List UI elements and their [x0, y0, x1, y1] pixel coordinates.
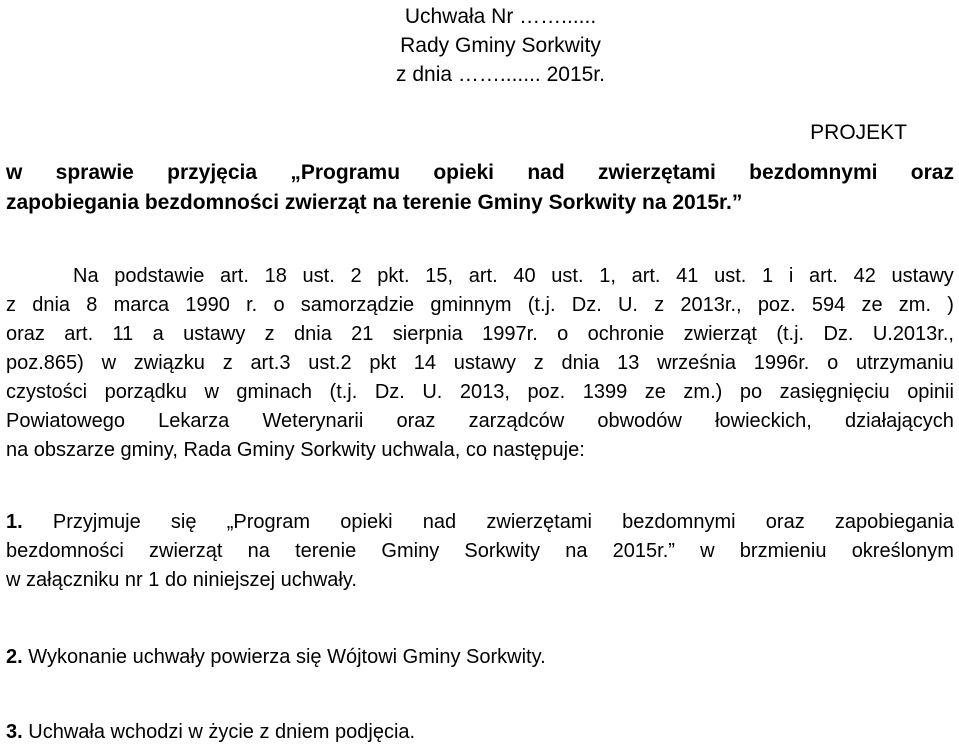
word: Dz. — [823, 323, 854, 345]
word: dnia — [32, 294, 71, 316]
paragraph-1-line-2 — [6, 537, 954, 566]
word: art. — [468, 265, 498, 287]
word: ust. — [714, 265, 747, 287]
word: Lekarza — [158, 410, 230, 432]
word: poz. — [757, 294, 796, 316]
word: działających — [844, 410, 954, 432]
word: art. — [220, 265, 249, 287]
word: poz.865) — [6, 352, 84, 374]
word: zwierząt — [683, 323, 757, 345]
word: zwierzętami — [486, 511, 592, 533]
word: terenie — [295, 540, 357, 562]
word: ochronie — [587, 323, 665, 345]
word: ze — [644, 381, 666, 403]
word: art.3 — [250, 352, 291, 374]
paragraph-number: 1. — [6, 511, 23, 533]
word: 1990 — [185, 294, 230, 316]
preamble-line — [6, 407, 954, 436]
preamble-last-line: na obszarze gminy, Rada Gminy Sorkwity uchwala, co następuje: — [6, 439, 585, 461]
word: poz. — [527, 381, 566, 403]
word: U. — [422, 381, 443, 403]
preamble — [6, 262, 954, 465]
word: ustawy — [453, 352, 517, 374]
word: opinii — [907, 381, 954, 403]
word: oraz — [396, 410, 436, 432]
word: na — [247, 540, 270, 562]
word: bezdomności — [6, 540, 124, 562]
word: ust. — [302, 265, 335, 287]
word: utrzymaniu — [855, 352, 954, 374]
word: na — [565, 540, 588, 562]
word: 11 — [112, 323, 134, 345]
word: brzmieniu — [739, 540, 827, 562]
word: ustawy — [891, 265, 954, 287]
word: pkt. — [377, 265, 410, 287]
word: o — [273, 294, 285, 316]
word: art. — [64, 323, 94, 345]
word: gminach — [236, 381, 313, 403]
word: września — [657, 352, 736, 374]
draft-label: PROJEKT — [810, 121, 907, 144]
word: „Program — [226, 511, 311, 533]
word: z — [264, 323, 275, 345]
word: ust. — [551, 265, 584, 287]
word: ze — [861, 294, 883, 316]
word: związku — [133, 352, 205, 374]
paragraph-1-line-3: w załączniku nr 1 do niniejszej uchwały. — [6, 569, 357, 591]
word: samorządzie — [300, 294, 415, 316]
word: U. — [617, 294, 638, 316]
word: z — [654, 294, 665, 316]
preamble-line — [6, 291, 954, 320]
word: marca — [113, 294, 170, 316]
paragraph-number: 3. — [6, 721, 23, 743]
word: o — [557, 323, 569, 345]
word: dnia — [294, 323, 332, 345]
preamble-line — [6, 262, 954, 291]
word: po — [739, 381, 763, 403]
word: 2013r., — [680, 294, 742, 316]
word: określonym — [851, 540, 954, 562]
word: 2015r.” — [612, 540, 675, 562]
word: ustawy — [183, 323, 246, 345]
word: 1 — [762, 265, 774, 287]
word: zm.) — [683, 381, 723, 403]
word: się — [170, 511, 197, 533]
word: podstawie — [114, 265, 205, 287]
word: 40 — [513, 265, 536, 287]
word: porządku — [104, 381, 187, 403]
word: (t.j. — [776, 323, 805, 345]
word: z — [6, 294, 16, 316]
word: łowieckich, — [715, 410, 812, 432]
word: Sorkwity — [464, 540, 540, 562]
paragraph-1-line-1 — [6, 508, 954, 537]
word: 1997r. — [482, 323, 538, 345]
word: ) — [947, 294, 954, 316]
word: 41 — [676, 265, 699, 287]
word: w — [6, 161, 23, 184]
word: bezdomnymi — [749, 161, 878, 184]
word: zwierząt — [149, 540, 223, 562]
word: 15, — [425, 265, 454, 287]
word: Na — [73, 265, 99, 287]
word: przyjęcia — [167, 161, 258, 184]
word: 1, — [599, 265, 616, 287]
paragraph-1 — [6, 508, 954, 595]
word: a — [152, 323, 164, 345]
word: z — [222, 352, 233, 374]
word: bezdomnymi — [622, 511, 736, 533]
word: w — [700, 540, 715, 562]
word: Gminy — [381, 540, 440, 562]
word: 594 — [811, 294, 846, 316]
subject-line-2: zapobiegania bezdomności zwierząt na terenie Gminy Sorkwity na 2015r.” — [6, 191, 743, 214]
word: nad — [527, 161, 565, 184]
word: Przyjmuje — [52, 511, 141, 533]
council-name: Rady Gminy Sorkwity — [400, 34, 601, 57]
resolution-subject — [6, 158, 954, 218]
word: czystości — [6, 381, 88, 403]
word: zarządców — [468, 410, 565, 432]
subject-line-1 — [6, 158, 954, 188]
word: 21 — [351, 323, 374, 345]
word: z — [533, 352, 544, 374]
resolution-number: Uchwała Nr ……...... — [404, 5, 597, 28]
word: 14 — [413, 352, 437, 374]
word: oraz — [910, 161, 954, 184]
word: opieki — [340, 511, 393, 533]
word: 2 — [350, 265, 362, 287]
word: dnia — [561, 352, 600, 374]
word: 8 — [86, 294, 98, 316]
word: zapobiegania — [834, 511, 954, 533]
word: i — [788, 265, 794, 287]
word: 1996r. — [753, 352, 810, 374]
word: 18 — [264, 265, 287, 287]
word: obwodów — [597, 410, 682, 432]
word: sierpnia — [392, 323, 463, 345]
word: nad — [422, 511, 457, 533]
paragraph-2-text: Wykonanie uchwały powierza się Wójtowi Gminy Sorkwity. — [28, 646, 546, 668]
paragraph-3 — [6, 718, 954, 747]
paragraph-2 — [6, 643, 954, 672]
word: zm. — [898, 294, 931, 316]
resolution-date: z dnia ……....... 2015r. — [396, 63, 605, 86]
word: (t.j. — [329, 381, 358, 403]
word: zasięgnięciu — [779, 381, 890, 403]
word: Weterynarii — [262, 410, 364, 432]
word: Powiatowego — [6, 410, 125, 432]
word: U.2013r., — [872, 323, 954, 345]
word: art. — [631, 265, 661, 287]
word: oraz — [6, 323, 45, 345]
word: gminnym — [430, 294, 512, 316]
word: „Programu — [290, 161, 401, 184]
word: 2013, — [459, 381, 510, 403]
word: 13 — [617, 352, 640, 374]
word: o — [827, 352, 839, 374]
word: w — [101, 352, 117, 374]
word: art. — [809, 265, 838, 287]
word: pkt — [369, 352, 397, 374]
word: sprawie — [55, 161, 134, 184]
word: 1399 — [582, 381, 628, 403]
preamble-line — [6, 378, 954, 407]
word: zwierzętami — [597, 161, 716, 184]
word: Dz. — [374, 381, 405, 403]
word: opieki — [433, 161, 495, 184]
preamble-line — [6, 320, 954, 349]
word: (t.j. — [527, 294, 556, 316]
resolution-header — [368, 2, 633, 89]
word: Dz. — [571, 294, 602, 316]
preamble-line — [6, 349, 954, 378]
word: r. — [246, 294, 258, 316]
paragraph-number: 2. — [6, 646, 23, 668]
paragraph-3-text: Uchwała wchodzi w życie z dniem podjęcia. — [28, 721, 416, 743]
word: w — [204, 381, 219, 403]
word: ust.2 — [308, 352, 352, 374]
word: 42 — [853, 265, 876, 287]
word: oraz — [765, 511, 805, 533]
